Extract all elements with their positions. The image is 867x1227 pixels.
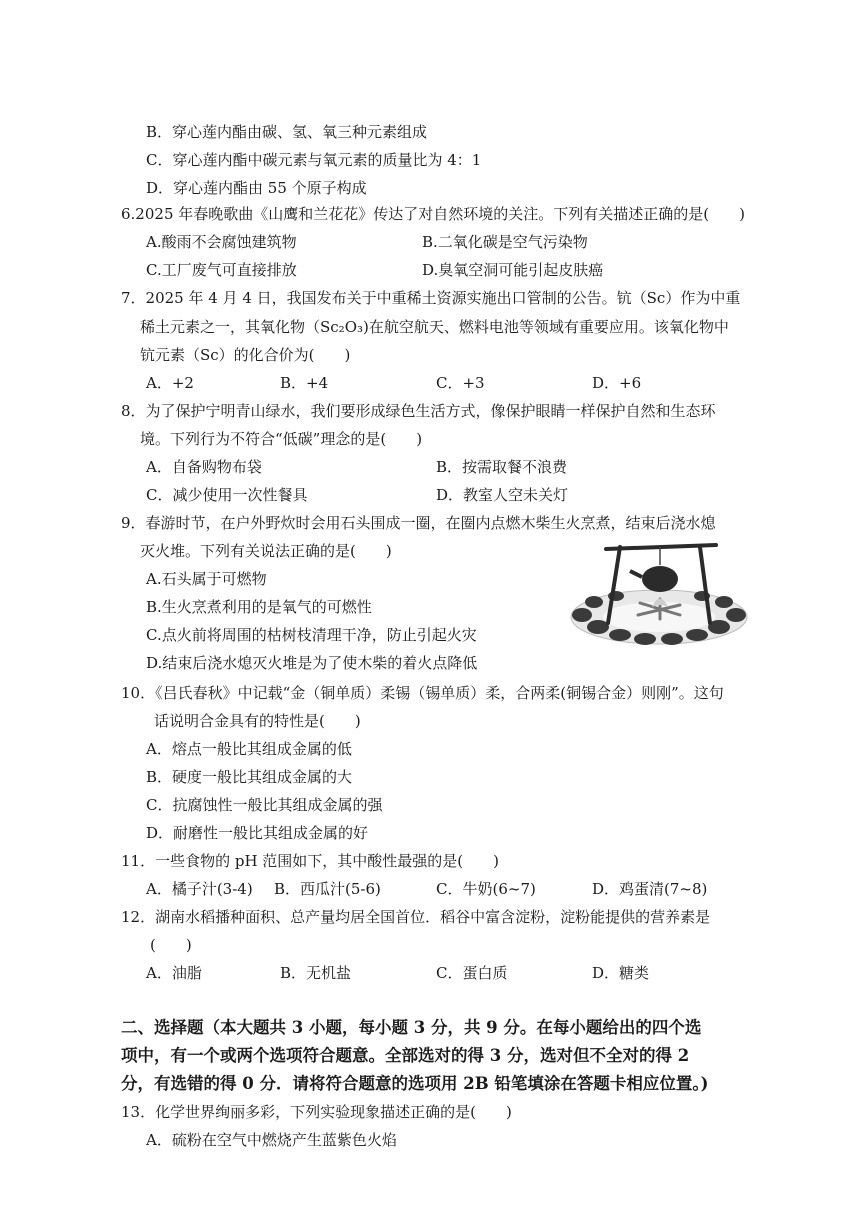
q10-option-c: C．抗腐蚀性一般比其组成金属的强: [146, 796, 383, 814]
q11-option-a: A．橘子汁(3-4): [146, 880, 253, 898]
q11-option-d: D．鸡蛋清(7~8): [592, 880, 708, 898]
q8-option-b: B．按需取餐不浪费: [436, 458, 568, 476]
q11-option-c: C．牛奶(6~7): [436, 880, 536, 898]
q13-option-a: A．硫粉在空气中燃烧产生蓝紫色火焰: [146, 1131, 397, 1149]
q7-stem-line2: 稀土元素之一，其氧化物（Sc₂O₃)在航空航天、燃料电池等领域有重要应用。该氧化物中: [140, 318, 729, 336]
q10-option-a: A．熔点一般比其组成金属的低: [146, 740, 352, 758]
q6-option-c: C.工厂废气可直接排放: [146, 261, 297, 279]
q12-option-d: D．糖类: [592, 964, 650, 982]
q10-option-b: B．硬度一般比其组成金属的大: [146, 768, 353, 786]
q7-stem-line1: 7．2025 年 4 月 4 日，我国发布关于中重稀土资源实施出口管制的公告。钪（Sc）作为中重: [121, 289, 741, 307]
campfire-illustration: [568, 535, 750, 647]
q7-option-d: D．+6: [592, 374, 642, 392]
q11-stem: 11．一些食物的 pH 范围如下，其中酸性最强的是( ): [121, 852, 500, 870]
q8-option-a: A．自备购物布袋: [146, 458, 262, 476]
q9-stem-line2: 灭火堆。下列有关说法正确的是( ): [140, 542, 392, 560]
q9-stem-line1: 9．春游时节，在户外野炊时会用石头围成一圈，在圈内点燃木柴生火烹煮，结束后浇水熄: [121, 514, 716, 532]
q6-stem: 6.2025 年春晚歌曲《山鹰和兰花花》传达了对自然环境的关注。下列有关描述正确的是( ): [121, 205, 745, 223]
q5-option-d: D．穿心莲内酯由 55 个原子构成: [146, 179, 367, 197]
q10-option-d: D．耐磨性一般比其组成金属的好: [146, 824, 369, 842]
q8-stem-line2: 境。下列行为不符合“低碳”理念的是( ): [140, 430, 423, 448]
q12-option-a: A．油脂: [146, 964, 202, 982]
section-two-instruction-line3: 分，有选错的得 0 分．请将符合题意的选项用 2B 铅笔填涂在答题卡相应位置。): [121, 1074, 709, 1093]
q12-option-b: B．无机盐: [280, 964, 352, 982]
q5-option-b: B．穿心莲内酯由碳、氢、氧三种元素组成: [146, 123, 428, 141]
section-two-instruction-line2: 项中，有一个或两个选项符合题意。全部选对的得 3 分，选对但不全对的得 2: [121, 1046, 690, 1065]
q10-stem-line1: 10．《吕氏春秋》中记载“金（铜单质）柔锡（锡单质）柔，合两柔(铜锡合金）则刚”。这句: [121, 684, 724, 702]
q13-stem: 13．化学世界绚丽多彩，下列实验现象描述正确的是( ): [121, 1103, 512, 1121]
q5-option-c: C．穿心莲内酯中碳元素与氧元素的质量比为 4：1: [146, 151, 482, 169]
q8-option-c: C．减少使用一次性餐具: [146, 486, 308, 504]
q7-option-c: C．+3: [436, 374, 485, 392]
q11-option-b: B．西瓜汁(5-6): [274, 880, 381, 898]
q9-option-b: B.生火烹煮利用的是氧气的可燃性: [146, 598, 372, 616]
q6-option-a: A.酸雨不会腐蚀建筑物: [146, 233, 297, 251]
q6-option-b: B.二氧化碳是空气污染物: [422, 233, 588, 251]
q7-option-b: B．+4: [280, 374, 329, 392]
q9-option-c: C.点火前将周围的枯树枝清理干净，防止引起火灾: [146, 626, 477, 644]
q12-option-c: C．蛋白质: [436, 964, 508, 982]
q8-stem-line1: 8．为了保护宁明青山绿水，我们要形成绿色生活方式，像保护眼睛一样保护自然和生态环: [121, 402, 716, 420]
q6-option-d: D.臭氧空洞可能引起皮肤癌: [422, 261, 604, 279]
q12-stem-line1: 12．湖南水稻播种面积、总产量均居全国首位．稻谷中富含淀粉，淀粉能提供的营养素是: [121, 908, 711, 926]
q12-stem-line2: ( ): [150, 936, 192, 954]
q9-option-a: A.石头属于可燃物: [146, 570, 267, 588]
q7-stem-line3: 钪元素（Sc）的化合价为( ): [140, 346, 351, 364]
section-two-instruction-line1: 二、选择题（本大题共 3 小题，每小题 3 分，共 9 分。在每小题给出的四个选: [121, 1018, 702, 1037]
q8-option-d: D．教室人空未关灯: [436, 486, 569, 504]
q10-stem-line2: 话说明合金具有的特性是( ): [154, 712, 361, 730]
q7-option-a: A．+2: [146, 374, 194, 392]
q9-option-d: D.结束后浇水熄灭火堆是为了使木柴的着火点降低: [146, 654, 478, 672]
